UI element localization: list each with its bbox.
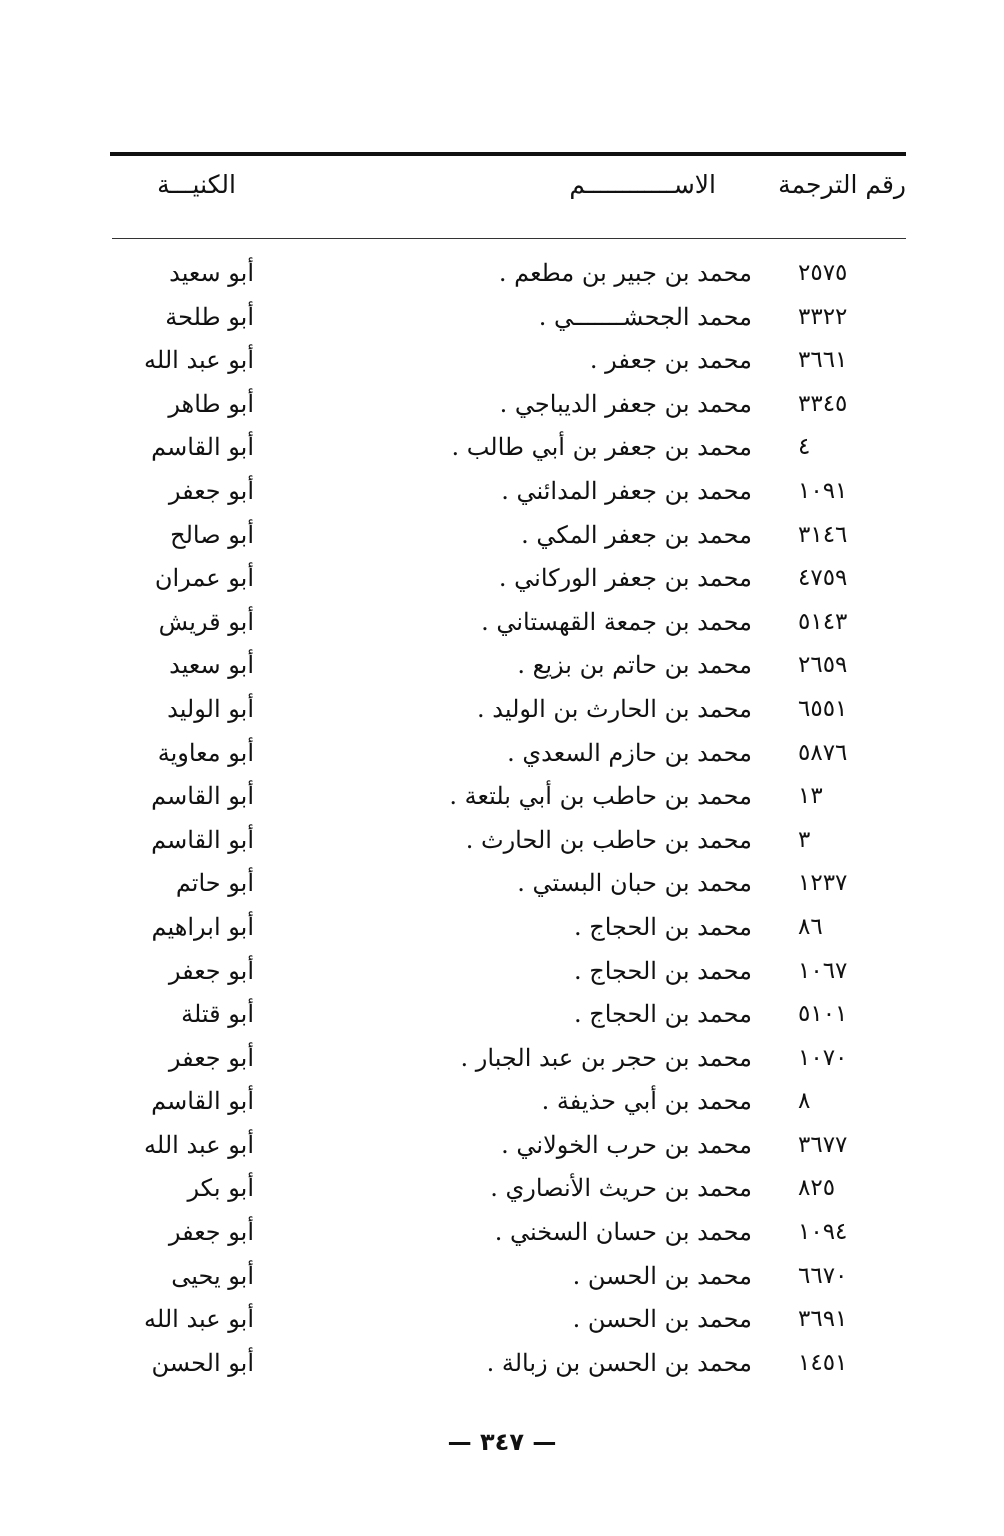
entry-kunya: أبو القاسم [151,1087,254,1116]
table-row [0,732,1004,776]
entry-number: ١٠٦٧ [798,957,848,984]
entry-number: ٣١٤٦ [798,521,848,548]
table-row [0,950,1004,994]
table-row [0,557,1004,601]
top-rule [110,152,906,156]
table-row [0,993,1004,1037]
entry-number: ٨ [798,1088,811,1115]
entry-kunya: أبو الوليد [167,694,254,723]
entry-number: ٣٦٩١ [798,1306,848,1333]
entry-number: ٣٣٤٥ [798,390,848,417]
entry-number: ٥٨٧٦ [798,739,848,766]
entry-kunya: أبو جعفر [168,476,254,505]
table-row [0,601,1004,645]
entry-number: ٨٢٥ [798,1175,836,1202]
entry-number: ١٣ [798,783,823,810]
entry-name: محمد بن الحسن . [572,1305,752,1334]
table-row [0,819,1004,863]
table-row [0,688,1004,732]
entry-number: ٥١٠١ [798,1001,848,1028]
table-row [0,514,1004,558]
entry-number: ٤٧٥٩ [798,565,848,592]
entry-name: محمد بن حرب الخولاني . [501,1130,752,1159]
table-row [0,775,1004,819]
entry-kunya: أبو ابراهيم [151,912,254,941]
entry-name: محمد بن حاطب بن الحارث . [465,825,752,854]
entry-kunya: أبو الحسن [151,1348,254,1377]
entry-kunya: أبو طاهر [168,389,254,418]
entry-name: محمد بن حازم السعدي . [507,738,752,767]
entry-kunya: أبو صالح [170,520,254,549]
entry-name: محمد بن جبير بن مطعم . [498,259,752,287]
entry-number: ٨٦ [798,913,823,940]
entry-name: محمد بن حسان السخني . [494,1218,752,1247]
entry-name: محمد بن حاطب بن أبي بلتعة . [449,782,752,811]
entry-name: محمد بن الحسن . [572,1261,752,1290]
entry-name: محمد بن جعفر الوركاني . [498,564,752,593]
table-row [0,426,1004,470]
entry-name: محمد بن جعفر المدائني . [501,476,752,505]
page-number-value: ٣٤٧ [480,1428,524,1456]
entry-number: ٥١٤٣ [798,608,848,635]
entry-name: محمد بن حبان البستي . [517,869,752,898]
table-row [0,1124,1004,1168]
entry-name: محمد بن الحارث بن الوليد . [477,694,752,723]
entry-name: محمد بن جعفر . [589,346,752,375]
entry-kunya: أبو جعفر [168,956,254,985]
entry-number: ٦٦٧٠ [798,1262,848,1289]
table-row [0,862,1004,906]
table-row [0,1342,1004,1386]
page-number [0,1428,1004,1456]
table-row [0,1211,1004,1255]
entry-name: محمد بن الحجاج . [573,912,752,941]
table-row [0,296,1004,340]
table-row [0,252,1004,296]
header-rule [112,238,906,239]
entry-kunya: أبو عبد الله [144,1130,254,1159]
entry-kunya: أبو القاسم [151,782,254,811]
entry-number: ٢٥٧٥ [798,260,848,286]
entry-name: محمد بن جعفر المكي . [521,520,752,549]
page-number-dash-right: — [523,1428,557,1456]
header-kunya: الكنيـــة [157,170,236,199]
entry-kunya: أبو جعفر [168,1218,254,1247]
entry-kunya: أبو سعيد [169,651,254,680]
table-row [0,339,1004,383]
entry-kunya: أبو القاسم [151,825,254,854]
entry-kunya: أبو بكر [187,1174,254,1203]
table-row [0,1298,1004,1342]
entry-name: محمد بن حريث الأنصاري . [490,1174,752,1203]
entry-name: محمد الجحشـــــــي . [538,302,752,331]
entry-number: ٣٣٢٢ [798,303,848,330]
entry-name: محمد بن الحجاج . [573,1000,752,1029]
entry-number: ٣ [798,826,811,853]
entry-number: ٣٦٧٧ [798,1131,848,1158]
entry-number: ١٤٥١ [798,1349,848,1376]
entry-name: محمد بن الحسن بن زبالة . [486,1348,752,1377]
entry-kunya: أبو القاسم [151,433,254,462]
entry-table [0,252,1004,1385]
table-row [0,1167,1004,1211]
entry-kunya: أبو عمران [154,564,254,593]
table-row [0,906,1004,950]
header-entry-number: رقم الترجمة [778,170,906,199]
entry-name: محمد بن الحجاج . [573,956,752,985]
entry-number: ١٠٩١ [798,477,848,504]
entry-number: ١٠٧٠ [798,1044,848,1071]
entry-kunya: أبو قريش [158,607,254,636]
entry-name: محمد بن جمعة القهستاني . [481,607,752,636]
entry-number: ١٢٣٧ [798,870,848,897]
table-row [0,1255,1004,1299]
entry-kunya: أبو سعيد [169,259,254,287]
entry-kunya: أبو حاتم [175,869,254,898]
entry-kunya: أبو عبد الله [144,346,254,375]
entry-name: محمد بن حاتم بن بزيع . [517,651,752,680]
entry-kunya: أبو معاوية [157,738,254,767]
entry-kunya: أبو يحيى [171,1261,254,1290]
entry-name: محمد بن جعفر الديباجي . [499,389,752,418]
page-number-dash-left: — [447,1428,481,1456]
entry-number: ١٠٩٤ [798,1219,848,1246]
table-row [0,644,1004,688]
header-name: الاســــــــــــم [569,170,716,199]
entry-kunya: أبو جعفر [168,1043,254,1072]
entry-name: محمد بن جعفر بن أبي طالب . [451,433,752,462]
entry-kunya: أبو قتلة [181,1000,254,1029]
table-row [0,383,1004,427]
entry-number: ٢٦٥٩ [798,652,848,679]
entry-name: محمد بن حجر بن عبد الجبار . [460,1043,752,1072]
entry-number: ٤ [798,434,811,461]
entry-name: محمد بن أبي حذيفة . [541,1087,752,1116]
table-row [0,470,1004,514]
entry-kunya: أبو طلحة [165,302,254,331]
entry-number: ٦٥٥١ [798,695,848,722]
table-row [0,1037,1004,1081]
entry-number: ٣٦٦١ [798,347,848,374]
entry-kunya: أبو عبد الله [144,1305,254,1334]
table-row [0,1080,1004,1124]
